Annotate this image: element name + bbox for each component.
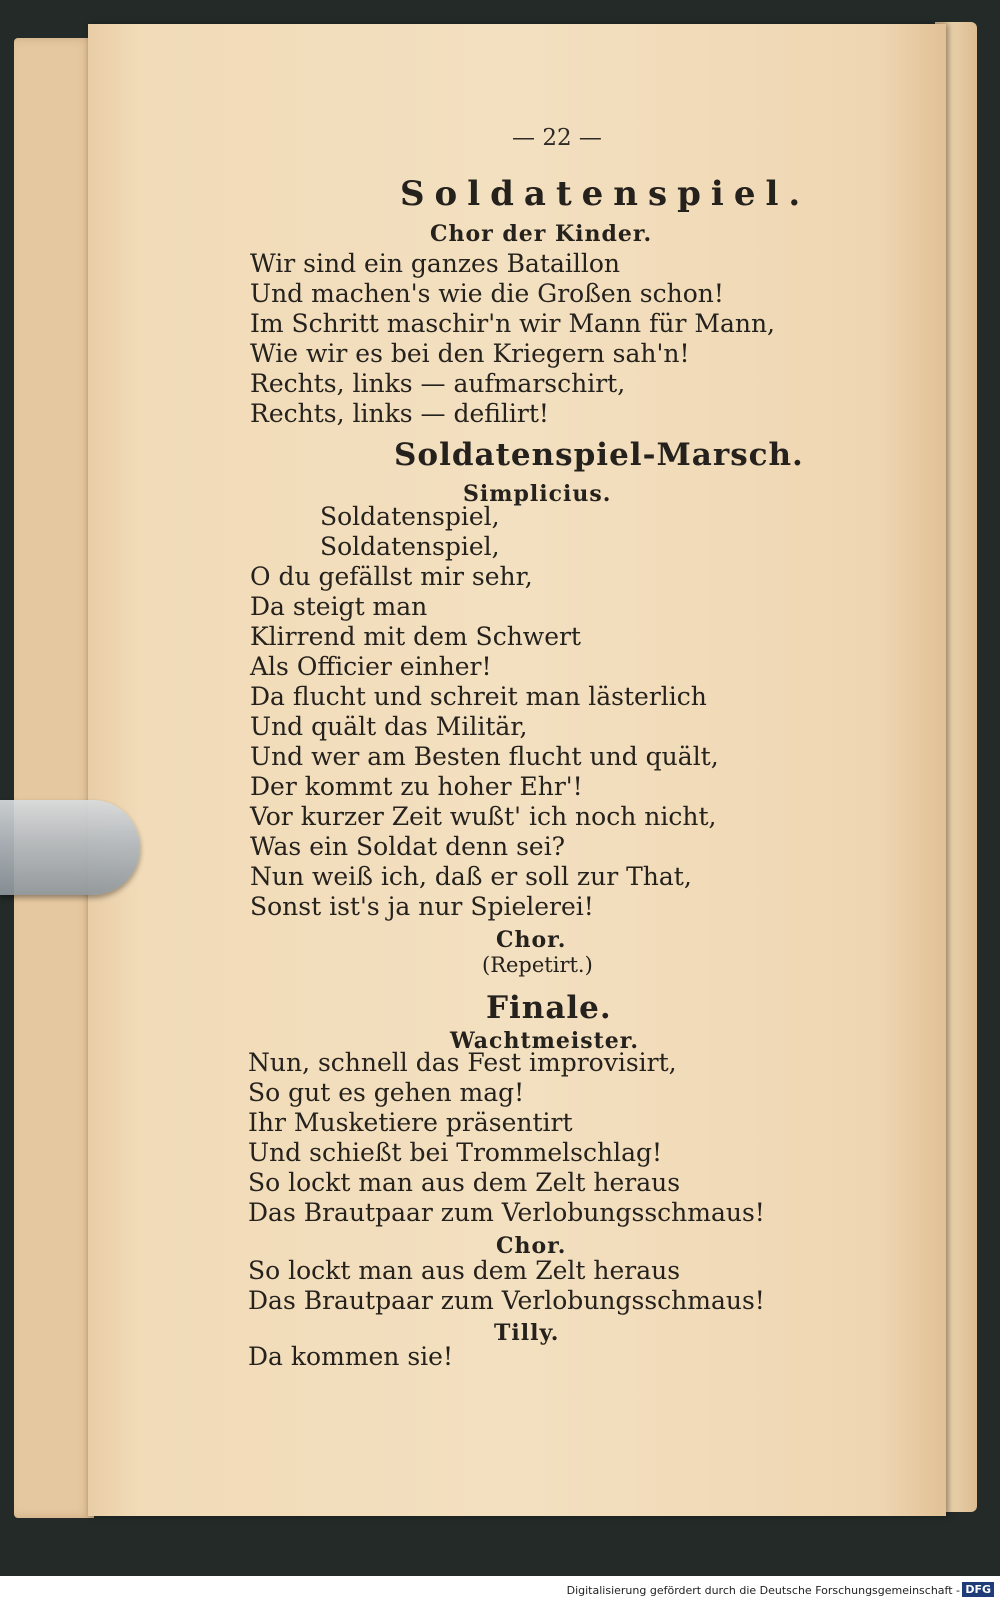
speaker-tilly: Tilly.: [494, 1320, 560, 1346]
verse-line: Da flucht und schreit man lästerlich: [250, 682, 707, 711]
verse-line: Klirrend mit dem Schwert: [250, 622, 581, 651]
page-number: — 22 —: [512, 125, 602, 151]
verse-line: Und quält das Militär,: [250, 712, 528, 741]
back-page-edge: [14, 38, 94, 1518]
verse-line: Und schießt bei Trommelschlag!: [248, 1138, 663, 1167]
speaker-chor: Chor.: [496, 927, 567, 953]
verse-line: Nun weiß ich, daß er soll zur That,: [250, 862, 692, 891]
speaker-simplicius: Simplicius.: [463, 481, 612, 507]
book-page: [88, 24, 946, 1516]
speaker-chor-der-kinder: Chor der Kinder.: [430, 221, 653, 247]
verse-line: Rechts, links — defilirt!: [250, 399, 549, 428]
verse-line: Nun, schnell das Fest improvisirt,: [248, 1048, 677, 1077]
verse-line: Vor kurzer Zeit wußt' ich noch nicht,: [250, 802, 717, 831]
verse-line: Da steigt man: [250, 592, 428, 621]
verse-line: Und wer am Besten flucht und quält,: [250, 742, 719, 771]
verse-line: Wie wir es bei den Kriegern sah'n!: [250, 339, 690, 368]
verse-line: So lockt man aus dem Zelt heraus: [248, 1256, 681, 1285]
section-title-soldatenspiel: Soldatenspiel.: [400, 174, 811, 214]
page-holder-clip: [0, 800, 140, 895]
footer-credit: Digitalisierung gefördert durch die Deutsche Forschungsgemeinschaft -: [566, 1584, 960, 1597]
verse-line: Rechts, links — aufmarschirt,: [250, 369, 626, 398]
footer-bar: [0, 1576, 1000, 1605]
stage-note-repetirt: (Repetirt.): [482, 953, 593, 977]
verse-line: Das Brautpaar zum Verlobungsschmaus!: [248, 1198, 765, 1227]
verse-line: Was ein Soldat denn sei?: [250, 832, 566, 861]
verse-line: Soldatenspiel,: [320, 532, 500, 561]
verse-line: Wir sind ein ganzes Bataillon: [250, 249, 620, 278]
section-title-finale: Finale.: [486, 990, 612, 1026]
verse-line: So lockt man aus dem Zelt heraus: [248, 1168, 681, 1197]
speaker-chor: Chor.: [496, 1233, 567, 1259]
verse-line: Da kommen sie!: [248, 1342, 454, 1371]
dfg-logo: DFG: [962, 1582, 994, 1597]
verse-line: O du gefällst mir sehr,: [250, 562, 533, 591]
verse-line: Soldatenspiel,: [320, 502, 500, 531]
verse-line: Als Officier einher!: [250, 652, 492, 681]
speaker-wachtmeister: Wachtmeister.: [450, 1028, 640, 1054]
verse-line: Das Brautpaar zum Verlobungsschmaus!: [248, 1286, 765, 1315]
verse-line: So gut es gehen mag!: [248, 1078, 525, 1107]
verse-line: Der kommt zu hoher Ehr'!: [250, 772, 583, 801]
verse-line: Im Schritt maschir'n wir Mann für Mann,: [250, 309, 775, 338]
verse-line: Und machen's wie die Großen schon!: [250, 279, 724, 308]
verse-line: Ihr Musketiere präsentirt: [248, 1108, 573, 1137]
verse-line: Sonst ist's ja nur Spielerei!: [250, 892, 594, 921]
section-title-soldatenspiel-marsch: Soldatenspiel-Marsch.: [394, 437, 804, 473]
